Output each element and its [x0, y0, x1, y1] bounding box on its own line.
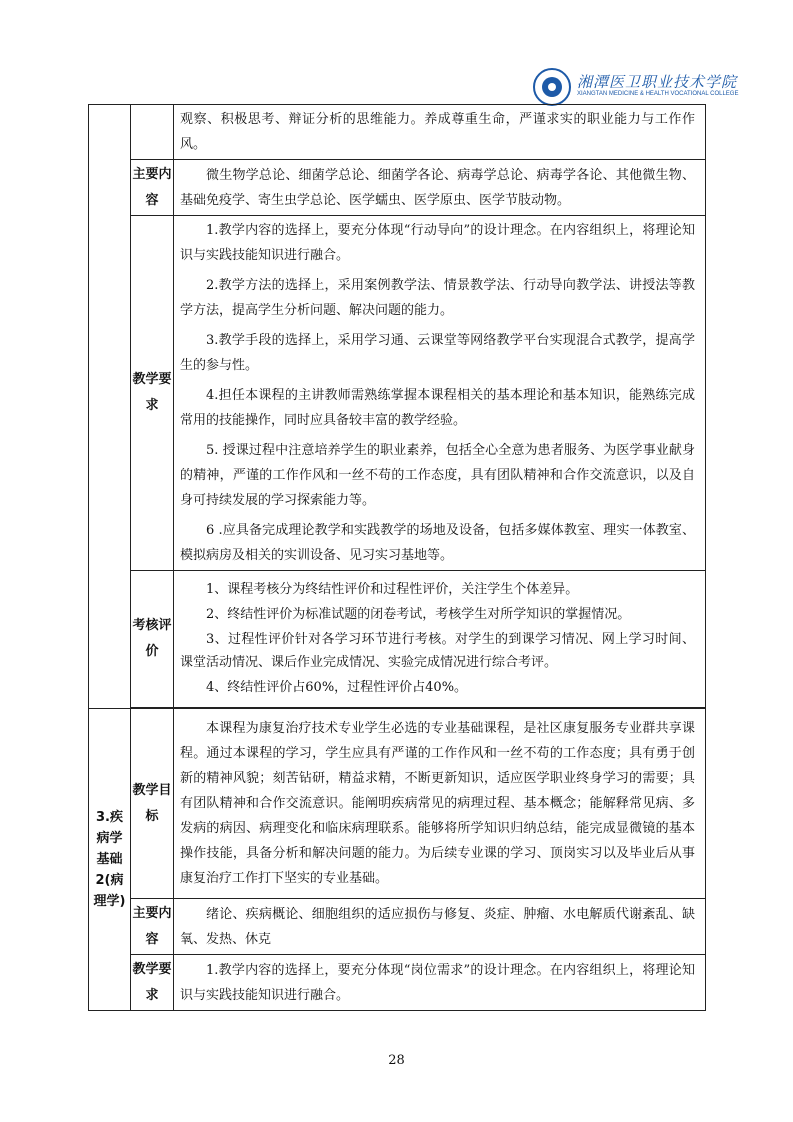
main-content-text: 绪论、疾病概论、细胞组织的适应损伤与修复、炎症、肿瘤、水电解质代谢紊乱、缺氧、发热、休克 — [180, 906, 695, 947]
row-label: 教学目标 — [131, 709, 174, 899]
assessment-item: 1、课程考核分为终结性评价和过程性评价，关注学生个体差异。 — [206, 581, 579, 597]
intro-text: 观察、积极思考、辩证分析的思维能力。养成尊重生命，严谨求实的职业能力与工作作风。 — [180, 112, 695, 152]
course-table — [88, 104, 706, 1011]
label-cell-empty — [131, 105, 174, 160]
content-cell — [174, 955, 706, 1011]
objective-text: 本课程为康复治疗技术专业学生必选的专业基础课程，是社区康复服务专业群共享课程。通过本课程的学习，学生应具有严谨的工作作风和一丝不苟的工作态度；具有勇于创新的精神风貌；刻苦钻研，精益求精，不断更新知识，适应医学职业终身学习的需要；具有团队精神和合作交流意识。能阐明疾病常见的病理过程、基本概念；能解释常见病、多发病的病因、病理变化和临床病理联系。能够将所学知识归纳总结，能完成显微镜的基本操作技能，具备分析和解决问题的能力。为后续专业课的学习、顶岗实习以及毕业后从事康复治疗工作打下坚实的专业基础。 — [180, 721, 695, 886]
content-cell — [174, 216, 706, 571]
course-name-cell-previous — [89, 105, 131, 709]
college-name-en: XIANGTAN MEDICINE & HEALTH VOCATIONAL COLLEGE — [577, 91, 739, 97]
main-content-text: 微生物学总论、细菌学总论、细菌学各论、病毒学总论、病毒学各论、其他微生物、基础免疫学、寄生虫学总论、医学蠕虫、医学原虫、医学节肢动物。 — [180, 167, 695, 208]
content-cell — [174, 709, 706, 899]
row-label: 教学要求 — [131, 955, 174, 1011]
content-cell — [174, 571, 706, 708]
requirement-item: 1.教学内容的选择上，要充分体现“岗位需求”的设计理念。在内容组织上，将理论知识与实践技能知识进行融合。 — [180, 962, 695, 1003]
table-row — [89, 216, 706, 571]
row-label: 教学要求 — [131, 216, 174, 571]
row-label: 主要内容 — [131, 160, 174, 216]
table-row — [89, 899, 706, 955]
requirement-item: 3.教学手段的选择上，采用学习通、云课堂等网络教学平台实现混合式教学，提高学生的参与性。 — [180, 333, 695, 373]
college-seal-icon — [533, 68, 571, 106]
course-name-cell: 3.疾病学基础2(病理学) — [89, 709, 131, 1011]
table-row — [89, 105, 706, 160]
row-label: 考核评价 — [131, 571, 174, 708]
assessment-item: 3、过程性评价针对各学习环节进行考核。对学生的到课学习情况、网上学习时间、课堂活动情况、课后作业完成情况、实验完成情况进行综合考评。 — [180, 631, 695, 670]
requirement-item: 6 .应具备完成理论教学和实践教学的场地及设备，包括多媒体教室、理实一体教室、模拟病房及相关的实训设备、见习实习基地等。 — [180, 523, 695, 563]
content-cell — [174, 899, 706, 955]
content-cell — [174, 105, 706, 160]
requirement-item: 2.教学方法的选择上，采用案例教学法、情景教学法、行动导向教学法、讲授法等教学方法，提高学生分析问题、解决问题的能力。 — [180, 278, 695, 318]
table-row — [89, 571, 706, 708]
table-row — [89, 955, 706, 1011]
assessment-item: 2、终结性评价为标准试题的闭卷考试，考核学生对所学知识的掌握情况。 — [206, 606, 631, 622]
assessment-item: 4、终结性评价占60%，过程性评价占40%。 — [206, 679, 468, 695]
college-name: 湘潭医卫职业技术学院 — [577, 73, 738, 91]
college-logo — [533, 68, 739, 108]
page-number: 28 — [388, 1053, 405, 1068]
table-row — [89, 160, 706, 216]
requirement-item: 5. 授课过程中注意培养学生的职业素养，包括全心全意为患者服务、为医学事业献身的精神，严谨的工作作风和一丝不苟的工作态度，具有团队精神和合作交流意识，以及自身可持续发展的学习探索能力等。 — [180, 443, 695, 508]
row-label: 主要内容 — [131, 899, 174, 955]
requirement-item: 4.担任本课程的主讲教师需熟练掌握本课程相关的基本理论和基本知识，能熟练完成常用的技能操作，同时应具备较丰富的教学经验。 — [180, 388, 695, 428]
table-row — [89, 709, 706, 899]
requirement-item: 1.教学内容的选择上，要充分体现“行动导向”的设计理念。在内容组织上，将理论知识与实践技能知识进行融合。 — [180, 223, 695, 263]
content-cell — [174, 160, 706, 216]
